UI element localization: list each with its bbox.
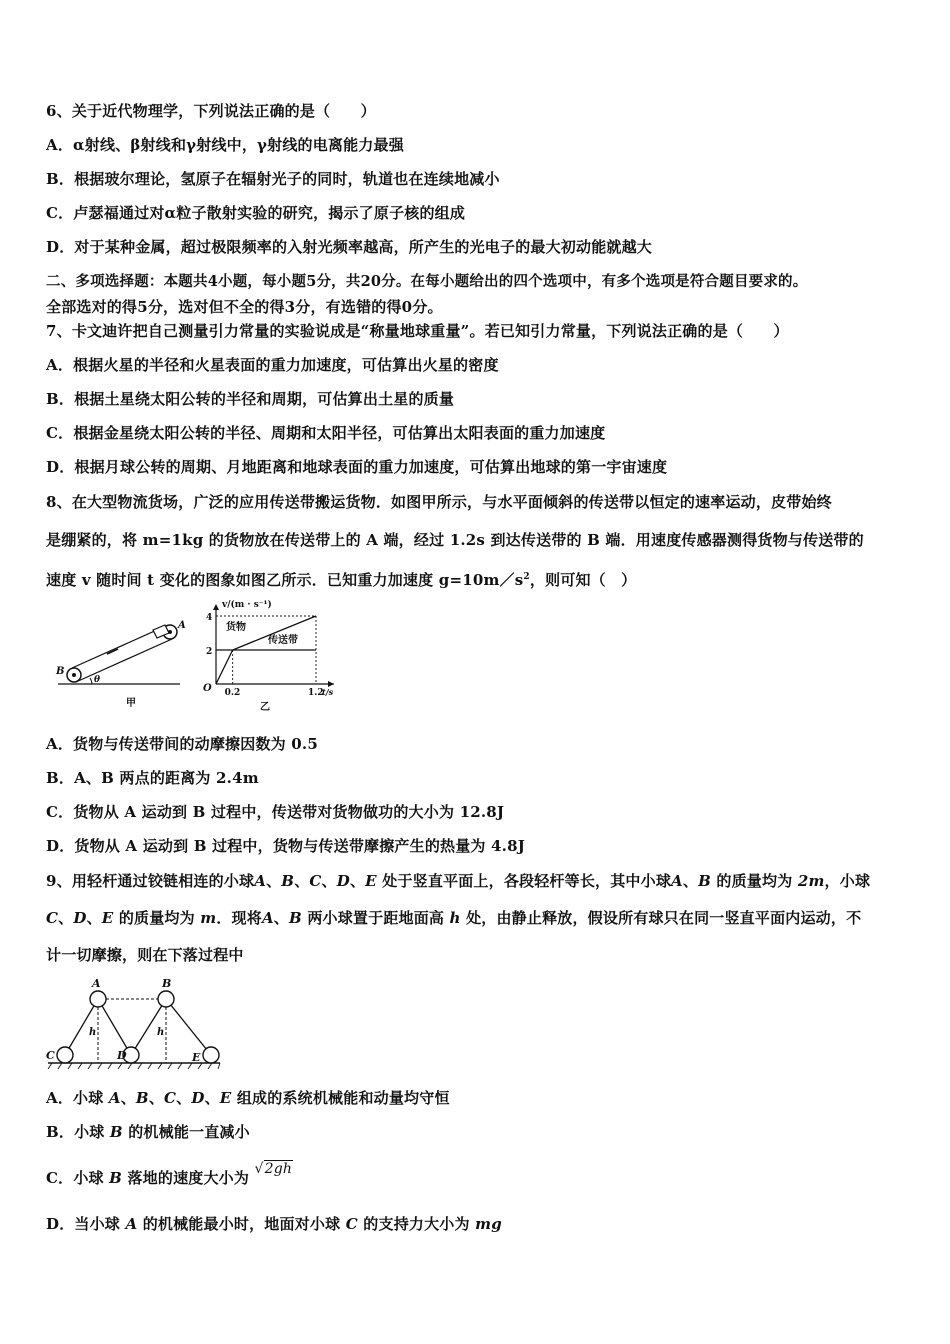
q9-s2m: h — [449, 909, 461, 927]
q9-s1q: ，小球 — [824, 872, 871, 890]
q9-od-e: 的支持力大小为 — [357, 1215, 476, 1233]
q9-oc-a: C．小球 — [46, 1169, 110, 1187]
q9-s1h: D — [336, 872, 350, 890]
q9-oa-g: 、 — [176, 1089, 192, 1107]
q9-s2n: 处，由静止释放，假设所有球只在同一竖直平面内运动，不 — [460, 909, 862, 927]
q8-stem3-tail: ，则可知（ ） — [529, 571, 637, 589]
q9-s1m: 、 — [682, 872, 699, 890]
q9-oa-h: D — [191, 1089, 205, 1107]
height-label-1: h — [89, 1027, 97, 1038]
q9-s2f: 的质量均为 — [113, 909, 201, 927]
q9-od-c: 的机械能最小时，地面对小球 — [137, 1215, 346, 1233]
q9-stem-line2 — [46, 907, 910, 929]
q6-option-c: C．卢瑟福通过对α粒子散射实验的研究，揭示了原子核的组成 — [46, 204, 466, 222]
section2-line1: 二、多项选择题：本题共4小题，每小题5分，共20分。在每小题给出的四个选项中，有多个选项是符合题目要求的。 — [46, 273, 808, 290]
q9-oa-e: 、 — [148, 1089, 165, 1107]
conveyor-belt-figure — [52, 612, 192, 710]
series-label-cargo: 货物 — [226, 622, 246, 633]
ball-a-label: A — [92, 977, 101, 990]
q9-od-f: mg — [475, 1215, 502, 1233]
q9-stem-line3: 计一切摩擦，则在下落过程中 — [46, 946, 244, 964]
q9-s1f: C — [309, 872, 322, 890]
sqrt-radicand: 2gh — [264, 1161, 293, 1177]
ball-d-label: D — [117, 1049, 127, 1062]
q8-stem-line2: 是绷紧的，将 m=1kg 的货物放在传送带上的 A 端，经过 1.2s 到达传送带的 B 端．用速度传感器测得货物与传送带的 — [46, 531, 864, 549]
q9-oc-c: 落地的速度大小为 — [122, 1169, 255, 1187]
q9-s2g: m — [200, 909, 217, 927]
velocity-time-chart — [198, 596, 343, 712]
q9-option-b — [46, 1121, 910, 1143]
q9-option-c — [46, 1161, 910, 1190]
q9-oa-j: E — [219, 1089, 232, 1107]
q9-s2b: 、 — [58, 909, 74, 927]
q9-stem-line1 — [46, 870, 910, 892]
q9-s2k: B — [289, 909, 302, 927]
q9-ob-c: 的机械能一直减小 — [122, 1123, 250, 1141]
q9-s2e: E — [101, 909, 114, 927]
q7-stem: 7、卡文迪许把自己测量引力常量的实验说成是“称量地球重量”。若已知引力常量，下列说法正确的是（ ） — [46, 322, 789, 340]
q9-s1o: 的质量均为 — [710, 872, 798, 890]
q9-s1d: B — [281, 872, 295, 890]
point-b-label: B — [56, 666, 65, 677]
q7-option-d: D．根据月球公转的周期、月地距离和地球表面的重力加速度，可估算出地球的第一宇宙速度 — [46, 458, 668, 476]
series-label-belt: 传送带 — [268, 635, 298, 646]
q8-stem3-text: 速度 v 随时间 t 变化的图象如图乙所示．已知重力加速度 g=10m／s — [46, 571, 524, 589]
q6-stem: 6、关于近代物理学，下列说法正确的是（ ） — [46, 102, 376, 120]
q8-option-b: B．A、B 两点的距离为 2.4m — [46, 769, 259, 787]
ball-e-label: E — [192, 1051, 201, 1064]
q9-s2c: D — [73, 909, 87, 927]
figure-caption-jia: 甲 — [126, 698, 136, 709]
q9-s1a: 9、用轻杆通过铰链相连的小球 — [46, 872, 255, 890]
q6-option-a: A．α射线、β射线和γ射线中，γ射线的电离能力最强 — [46, 136, 404, 154]
q9-option-a — [46, 1087, 910, 1109]
q9-s2j: 、 — [273, 909, 289, 927]
q9-s1i: 、 — [349, 872, 366, 890]
x-tick-label: 0.2 — [224, 688, 241, 698]
q7-option-a: A．根据火星的半径和火星表面的重力加速度，可估算出火星的密度 — [46, 356, 499, 374]
q8-stem-line3 — [46, 566, 910, 591]
y-tick-label: 2 — [206, 647, 213, 657]
q8-stem-line1: 8、在大型物流货场，广泛的应用传送带搬运货物．如图甲所示，与水平面倾斜的传送带以恒定的速率运动，皮带始终 — [46, 493, 832, 511]
q9-s1b: A — [254, 872, 267, 890]
height-label-2: h — [157, 1027, 165, 1038]
q9-oa-d: B — [135, 1089, 149, 1107]
q9-oc-b: B — [109, 1169, 123, 1187]
q9-ob-b: B — [109, 1123, 123, 1141]
section2-line2: 全部选对的得5分，选对但不全的得3分，有选错的得0分。 — [46, 298, 443, 316]
q6-option-d: D．对于某种金属，超过极限频率的入射光频率越高，所产生的光电子的最大初动能就越大 — [46, 238, 653, 256]
q9-od-a: D．当小球 — [46, 1215, 126, 1233]
angle-theta-label: θ — [94, 675, 101, 685]
figure-caption-yi: 乙 — [260, 702, 270, 712]
q9-s1k: 处于竖直平面上，各段轻杆等长，其中小球 — [376, 872, 672, 890]
q9-s2l: 两小球置于距地面高 — [301, 909, 450, 927]
q9-s1j: E — [365, 872, 377, 890]
q9-ob-a: B．小球 — [46, 1123, 110, 1141]
q9-s2i: A — [261, 909, 274, 927]
q7-option-c: C．根据金星绕太阳公转的半径、周期和太阳半径，可估算出太阳表面的重力加速度 — [46, 424, 606, 442]
y-axis-arrow — [213, 604, 219, 610]
sqrt-expression: √2gh — [254, 1161, 293, 1177]
chart-x-unit-label: t/s — [322, 687, 334, 697]
ball-c-label: C — [46, 1049, 55, 1062]
q9-s2h: ．现将 — [216, 909, 262, 927]
point-a-label: A — [178, 620, 186, 631]
q8-option-c: C．货物从 A 运动到 B 过程中，传送带对货物做功的大小为 12.8J — [46, 803, 505, 821]
q6-option-b: B．根据玻尔理论，氢原子在辐射光子的同时，轨道也在连续地减小 — [46, 170, 500, 188]
q9-oa-b: A — [108, 1089, 121, 1107]
q9-od-d: C — [345, 1215, 358, 1233]
q9-s1p: 2m — [797, 872, 825, 890]
q8-option-d: D．货物从 A 运动到 B 过程中，货物与传送带摩擦产生的热量为 4.8J — [46, 837, 526, 855]
q9-oa-a: A．小球 — [46, 1089, 109, 1107]
q7-option-b: B．根据土星绕太阳公转的半径和周期，可估算出土星的质量 — [46, 390, 455, 408]
q8-stem3-sup: 2 — [523, 572, 530, 582]
ball-b-label: B — [162, 977, 172, 990]
chart-origin-label: O — [203, 683, 212, 694]
q9-s1n: B — [698, 872, 711, 890]
q9-option-d — [46, 1213, 910, 1235]
y-tick-label: 4 — [206, 613, 213, 623]
q9-s1c: 、 — [266, 872, 282, 890]
chart-y-axis-label: v/(m · s⁻¹) — [222, 600, 272, 610]
q9-s1g: 、 — [321, 872, 337, 890]
q9-oa-k: 组成的系统机械能和动量均守恒 — [231, 1089, 450, 1107]
q9-oa-i: 、 — [204, 1089, 220, 1107]
q9-oa-f: C — [164, 1089, 177, 1107]
q8-option-a: A．货物与传送带间的动摩擦因数为 0.5 — [46, 735, 318, 753]
q9-s1l: A — [671, 872, 683, 890]
linked-balls-figure — [44, 975, 224, 1073]
q9-s1e: 、 — [294, 872, 310, 890]
q9-od-b: A — [125, 1215, 138, 1233]
q9-s2a: C — [46, 909, 59, 927]
q9-s2d: 、 — [86, 909, 102, 927]
x-tick-label: 1.2 — [308, 688, 324, 698]
q9-oa-c: 、 — [120, 1089, 136, 1107]
